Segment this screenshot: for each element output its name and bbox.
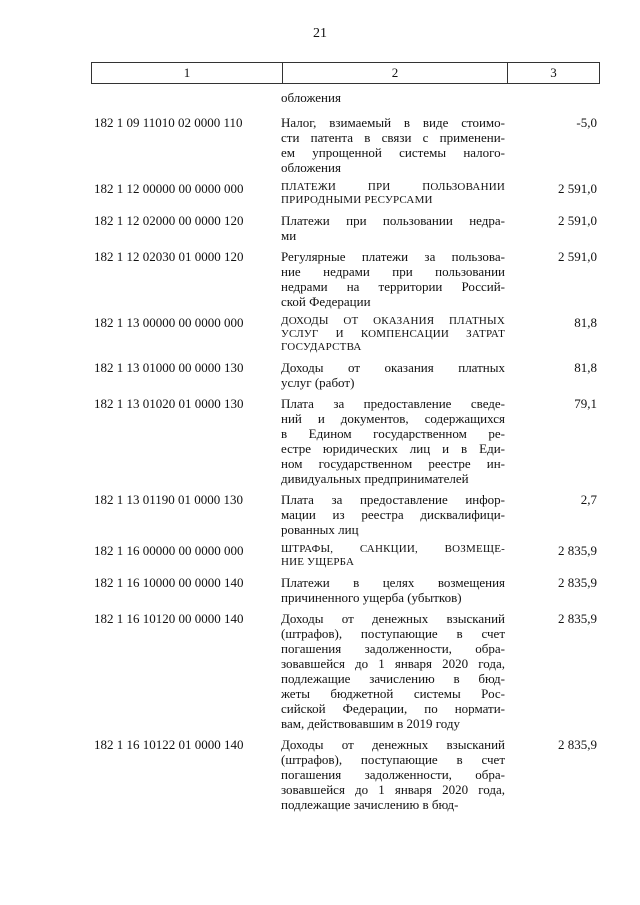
row-name-line: обложения [281,90,341,105]
row-value: 2 591,0 [558,213,597,228]
row-name-line: сти патента в связи с применени- [281,130,505,145]
row-name-line: Платежи в целях возмещения [281,575,505,590]
row-name-line: ном государственном реестре ин- [281,456,505,471]
row-code: 182 1 16 10000 00 0000 140 [94,575,244,590]
row-name-line: подлежащие зачислению в бюд- [281,797,459,812]
row-name-line: зовавшейся до 1 января 2020 года, [281,782,505,797]
row-name-line: ГОСУДАРСТВА [281,341,362,353]
row-name-line: услуг (работ) [281,375,355,390]
row-name [281,396,505,486]
row-name-line: погашения задолженности, обра- [281,767,505,782]
row-name-line: причиненного ущерба (убытков) [281,590,462,605]
row-name-line: УСЛУГ И КОМПЕНСАЦИИ ЗАТРАТ [281,328,505,340]
row-name-line: ний и документов, содержащихся [281,411,505,426]
row-value: 2 591,0 [558,181,597,196]
row-name [281,249,505,309]
table-row [91,315,600,354]
row-name [281,181,505,207]
row-name-line: ми [281,228,297,243]
row-name [281,315,505,354]
row-name-line: жеты бюджетной системы Рос- [281,686,505,701]
row-name-line: обложения [281,160,341,175]
row-name-line: ем упрощенной системы налого- [281,145,505,160]
row-name [281,737,505,812]
row-name-line: Налог, взимаемый в виде стоимо- [281,115,505,130]
row-name-line: в Едином государственном ре- [281,426,505,441]
table-row [91,90,600,105]
row-name-line: Регулярные платежи за пользова- [281,249,505,264]
table-row [91,249,600,309]
row-value: 2 835,9 [558,737,597,752]
row-name-line: Плата за предоставление сведе- [281,396,505,411]
table-body [91,90,600,818]
row-name-line: Доходы от денежных взысканий [281,611,505,626]
row-code: 182 1 16 10122 01 0000 140 [94,737,244,752]
row-value: 2,7 [580,492,597,507]
row-code: 182 1 13 01020 01 0000 130 [94,396,244,411]
table-row [91,396,600,486]
row-code: 182 1 13 00000 00 0000 000 [94,315,244,330]
row-name-line: естре юридических лиц и в Еди- [281,441,505,456]
table-header [91,62,600,84]
header-col-2: 2 [283,63,508,84]
table-row [91,115,600,175]
row-name-line: ДОХОДЫ ОТ ОКАЗАНИЯ ПЛАТНЫХ [281,315,505,327]
row-name-line: (штрафов), поступающие в счет [281,752,505,767]
row-name-line: ние недрами при пользовании [281,264,505,279]
row-code: 182 1 12 02000 00 0000 120 [94,213,244,228]
row-name [281,360,505,390]
row-value: 2 835,9 [558,575,597,590]
row-name-line: сийской Федерации, по нормати- [281,701,505,716]
row-name-line: рованных лиц [281,522,359,537]
table-row [91,360,600,390]
row-name-line: зовавшейся до 1 января 2020 года, [281,656,505,671]
row-name [281,543,505,569]
row-name [281,611,505,731]
table-row [91,492,600,537]
row-name-line: недрами на территории Россий- [281,279,505,294]
row-name-line: вам, действовавшим в 2019 году [281,716,461,731]
row-name-line: мации из реестра дисквалифици- [281,507,505,522]
row-name [281,213,505,243]
row-name-line: ПЛАТЕЖИ ПРИ ПОЛЬЗОВАНИИ [281,181,505,193]
row-name-line: НИЕ УЩЕРБА [281,556,355,568]
page-number: 21 [313,26,327,41]
table-row [91,611,600,731]
table-row [91,543,600,569]
row-name-line: ПРИРОДНЫМИ РЕСУРСАМИ [281,194,433,206]
row-value: 2 591,0 [558,249,597,264]
row-value: 81,8 [574,315,597,330]
row-name-line: ШТРАФЫ, САНКЦИИ, ВОЗМЕЩЕ- [281,543,505,555]
row-code: 182 1 09 11010 02 0000 110 [94,115,243,130]
row-value: -5,0 [576,115,597,130]
table-row [91,213,600,243]
row-code: 182 1 12 00000 00 0000 000 [94,181,244,196]
row-name-line: подлежащие зачислению в бюд- [281,671,505,686]
row-value: 79,1 [574,396,597,411]
table-row [91,181,600,207]
row-name-line: дивидуальных предпринимателей [281,471,469,486]
table-row [91,737,600,812]
row-name [281,575,505,605]
row-value: 81,8 [574,360,597,375]
row-code: 182 1 13 01000 00 0000 130 [94,360,244,375]
header-col-1: 1 [92,63,283,84]
row-code: 182 1 13 01190 01 0000 130 [94,492,244,507]
row-name [281,115,505,175]
row-name-line: Платежи при пользовании недра- [281,213,505,228]
row-name [281,492,505,537]
row-code: 182 1 16 10120 00 0000 140 [94,611,244,626]
header-col-3: 3 [508,63,600,84]
row-name-line: (штрафов), поступающие в счет [281,626,505,641]
row-name-line: Доходы от денежных взысканий [281,737,505,752]
row-name [281,90,505,105]
row-name-line: погашения задолженности, обра- [281,641,505,656]
row-value: 2 835,9 [558,611,597,626]
row-name-line: ской Федерации [281,294,371,309]
row-name-line: Доходы от оказания платных [281,360,505,375]
row-code: 182 1 16 00000 00 0000 000 [94,543,244,558]
row-code: 182 1 12 02030 01 0000 120 [94,249,244,264]
table-row [91,575,600,605]
row-value: 2 835,9 [558,543,597,558]
row-name-line: Плата за предоставление инфор- [281,492,505,507]
